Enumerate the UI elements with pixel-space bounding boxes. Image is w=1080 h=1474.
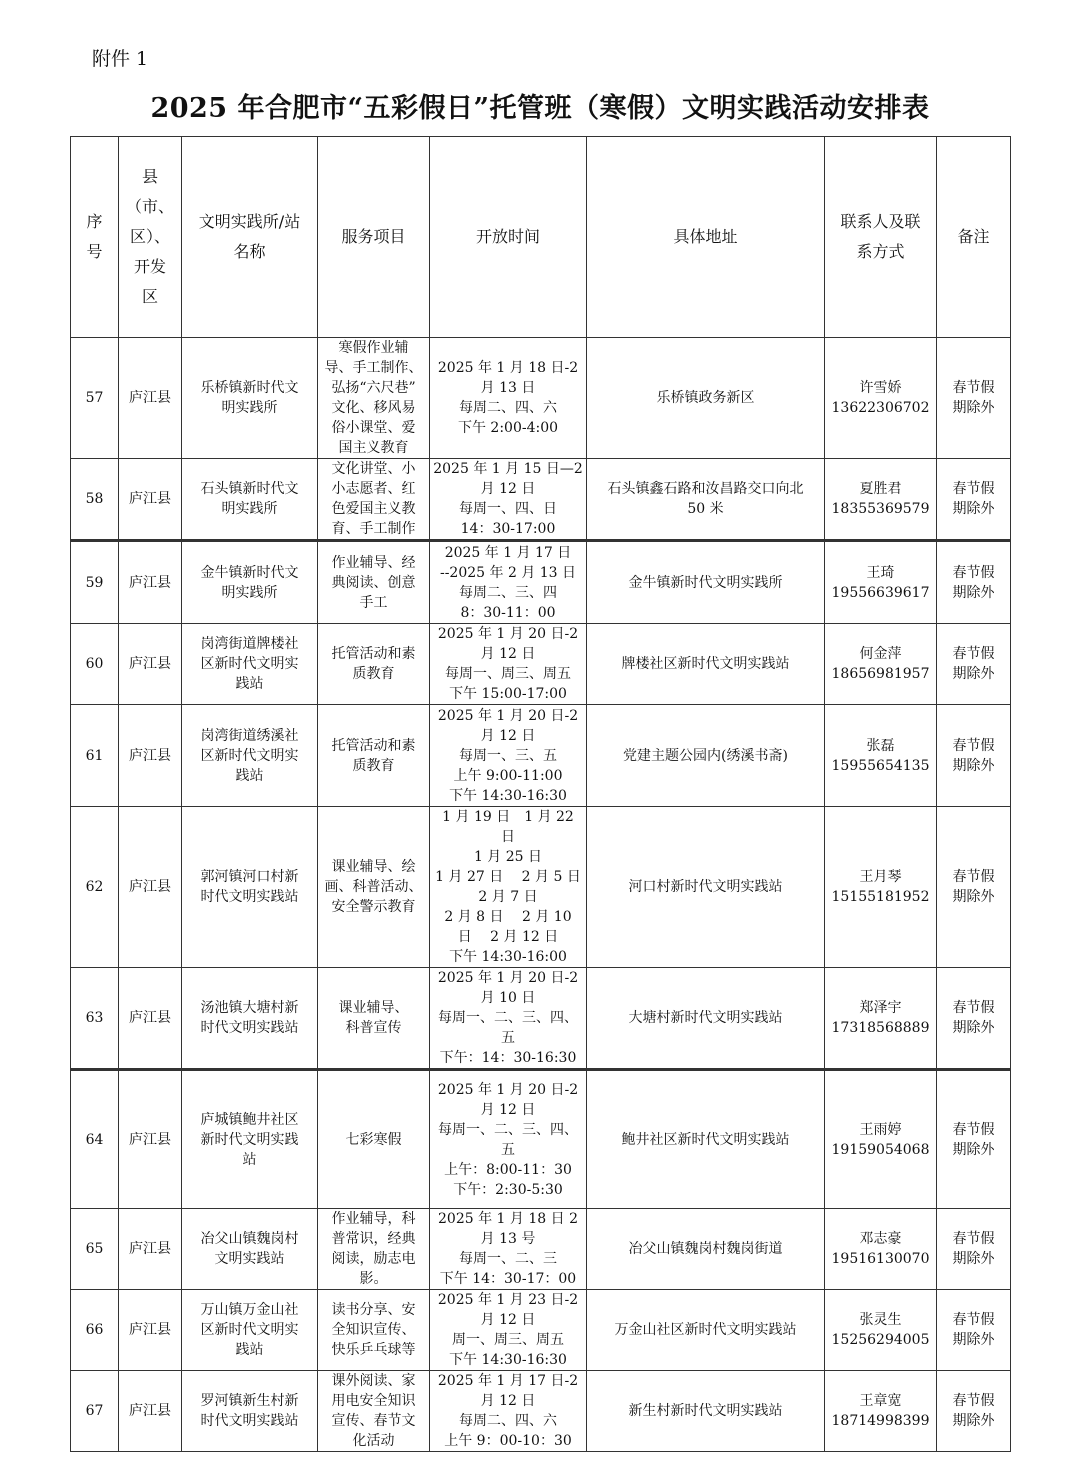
cell-remark: 春节假 期除外 bbox=[937, 705, 1011, 807]
cell-station: 万山镇万金山社 区新时代文明实 践站 bbox=[182, 1290, 318, 1371]
cell-no: 65 bbox=[71, 1209, 119, 1290]
cell-address: 冶父山镇魏岗村魏岗街道 bbox=[587, 1209, 825, 1290]
cell-no: 58 bbox=[71, 459, 119, 541]
cell-county: 庐江县 bbox=[119, 705, 182, 807]
cell-county: 庐江县 bbox=[119, 459, 182, 541]
cell-contact: 郑泽宇 17318568889 bbox=[825, 968, 937, 1070]
cell-county: 庐江县 bbox=[119, 968, 182, 1070]
cell-station: 金牛镇新时代文 明实践所 bbox=[182, 541, 318, 624]
table-row bbox=[71, 705, 1011, 807]
cell-remark: 春节假 期除外 bbox=[937, 1371, 1011, 1452]
cell-address: 党建主题公园内(绣溪书斋) bbox=[587, 705, 825, 807]
cell-no: 59 bbox=[71, 541, 119, 624]
cell-time: 2025 年 1 月 17 日 --2025 年 2 月 13 日 每周二、三、四 8：30-11：00 bbox=[430, 541, 587, 624]
cell-contact: 夏胜君 18355369579 bbox=[825, 459, 937, 541]
cell-contact: 王章宽 18714998399 bbox=[825, 1371, 937, 1452]
cell-time: 2025 年 1 月 15 日—2 月 12 日 每周一、四、日 14：30-17:00 bbox=[430, 459, 587, 541]
cell-no: 63 bbox=[71, 968, 119, 1070]
cell-address: 大塘村新时代文明实践站 bbox=[587, 968, 825, 1070]
cell-station: 岗湾街道牌楼社 区新时代文明实 践站 bbox=[182, 624, 318, 705]
cell-contact: 王琦 19556639617 bbox=[825, 541, 937, 624]
cell-no: 61 bbox=[71, 705, 119, 807]
cell-address: 鲍井社区新时代文明实践站 bbox=[587, 1070, 825, 1209]
cell-time: 1 月 19 日 1 月 22 日 1 月 25 日 1 月 27 日 2 月 5 日 2 月 7 日 2 月 8 日 2 月 10 日 2 月 12 日 下午 14:30-16:00 bbox=[430, 807, 587, 968]
cell-county: 庐江县 bbox=[119, 541, 182, 624]
table-row bbox=[71, 1371, 1011, 1452]
cell-address: 河口村新时代文明实践站 bbox=[587, 807, 825, 968]
cell-station: 罗河镇新生村新 时代文明实践站 bbox=[182, 1371, 318, 1452]
cell-station: 岗湾街道绣溪社 区新时代文明实 践站 bbox=[182, 705, 318, 807]
cell-service: 作业辅导、经 典阅读、创意 手工 bbox=[318, 541, 430, 624]
cell-service: 托管活动和素 质教育 bbox=[318, 624, 430, 705]
table-row bbox=[71, 541, 1011, 624]
cell-time: 2025 年 1 月 17 日-2 月 12 日 每周二、四、六 上午 9：00-10：30 bbox=[430, 1371, 587, 1452]
cell-remark: 春节假 期除外 bbox=[937, 459, 1011, 541]
cell-contact: 王雨婷 19159054068 bbox=[825, 1070, 937, 1209]
cell-no: 67 bbox=[71, 1371, 119, 1452]
cell-no: 64 bbox=[71, 1070, 119, 1209]
header-no: 序 号 bbox=[71, 137, 119, 338]
cell-station: 冶父山镇魏岗村 文明实践站 bbox=[182, 1209, 318, 1290]
cell-address: 乐桥镇政务新区 bbox=[587, 338, 825, 459]
cell-county: 庐江县 bbox=[119, 1371, 182, 1452]
attachment-label: 附件 1 bbox=[92, 48, 149, 70]
header-contact: 联系人及联 系方式 bbox=[825, 137, 937, 338]
table-row bbox=[71, 338, 1011, 459]
header-county: 县 （市、 区）、 开发 区 bbox=[119, 137, 182, 338]
cell-contact: 邓志豪 19516130070 bbox=[825, 1209, 937, 1290]
table-row bbox=[71, 459, 1011, 541]
cell-county: 庐江县 bbox=[119, 807, 182, 968]
cell-time: 2025 年 1 月 20 日-2 月 12 日 每周一、周三、周五 下午 15:00-17:00 bbox=[430, 624, 587, 705]
cell-no: 60 bbox=[71, 624, 119, 705]
cell-no: 62 bbox=[71, 807, 119, 968]
cell-service: 寒假作业辅 导、手工制作、 弘扬“六尺巷” 文化、移风易 俗小课堂、爱 国主义教育 bbox=[318, 338, 430, 459]
cell-time: 2025 年 1 月 23 日-2 月 12 日 周一、周三、周五 下午 14:30-16:30 bbox=[430, 1290, 587, 1371]
cell-remark: 春节假 期除外 bbox=[937, 338, 1011, 459]
cell-address: 万金山社区新时代文明实践站 bbox=[587, 1290, 825, 1371]
cell-remark: 春节假 期除外 bbox=[937, 1290, 1011, 1371]
cell-address: 牌楼社区新时代文明实践站 bbox=[587, 624, 825, 705]
table-row bbox=[71, 624, 1011, 705]
cell-county: 庐江县 bbox=[119, 1070, 182, 1209]
table-row bbox=[71, 968, 1011, 1070]
cell-address: 石头镇鑫石路和汝昌路交口向北 50 米 bbox=[587, 459, 825, 541]
cell-time: 2025 年 1 月 18 日-2 月 13 日 每周二、四、六 下午 2:00-4:00 bbox=[430, 338, 587, 459]
cell-contact: 王月琴 15155181952 bbox=[825, 807, 937, 968]
header-remark: 备注 bbox=[937, 137, 1011, 338]
cell-contact: 许雪娇 13622306702 bbox=[825, 338, 937, 459]
cell-station: 庐城镇鲍井社区 新时代文明实践 站 bbox=[182, 1070, 318, 1209]
cell-service: 读书分享、安 全知识宣传、 快乐乒乓球等 bbox=[318, 1290, 430, 1371]
header-station: 文明实践所/站 名称 bbox=[182, 137, 318, 338]
cell-address: 金牛镇新时代文明实践所 bbox=[587, 541, 825, 624]
header-row bbox=[71, 137, 1011, 338]
cell-station: 石头镇新时代文 明实践所 bbox=[182, 459, 318, 541]
cell-contact: 张灵生 15256294005 bbox=[825, 1290, 937, 1371]
table-row bbox=[71, 807, 1011, 968]
cell-service: 七彩寒假 bbox=[318, 1070, 430, 1209]
table-row bbox=[71, 1290, 1011, 1371]
cell-station: 乐桥镇新时代文 明实践所 bbox=[182, 338, 318, 459]
cell-contact: 何金萍 18656981957 bbox=[825, 624, 937, 705]
cell-remark: 春节假 期除外 bbox=[937, 1070, 1011, 1209]
cell-time: 2025 年 1 月 20 日-2 月 10 日 每周一、二、三、四、 五 下午：14：30-16:30 bbox=[430, 968, 587, 1070]
cell-county: 庐江县 bbox=[119, 1209, 182, 1290]
cell-no: 57 bbox=[71, 338, 119, 459]
page-title: 2025 年合肥市“五彩假日”托管班（寒假）文明实践活动安排表 bbox=[150, 93, 930, 124]
cell-service: 托管活动和素 质教育 bbox=[318, 705, 430, 807]
table-row bbox=[71, 1209, 1011, 1290]
cell-address: 新生村新时代文明实践站 bbox=[587, 1371, 825, 1452]
cell-county: 庐江县 bbox=[119, 1290, 182, 1371]
header-time: 开放时间 bbox=[430, 137, 587, 338]
cell-service: 课业辅导、 科普宣传 bbox=[318, 968, 430, 1070]
cell-contact: 张磊 15955654135 bbox=[825, 705, 937, 807]
cell-county: 庐江县 bbox=[119, 624, 182, 705]
cell-service: 课外阅读、家 用电安全知识 宣传、春节文 化活动 bbox=[318, 1371, 430, 1452]
cell-no: 66 bbox=[71, 1290, 119, 1371]
cell-service: 课业辅导、绘 画、科普活动、 安全警示教育 bbox=[318, 807, 430, 968]
schedule-table bbox=[70, 136, 1011, 1452]
cell-time: 2025 年 1 月 20 日-2 月 12 日 每周一、三、五 上午 9:00-11:00 下午 14:30-16:30 bbox=[430, 705, 587, 807]
cell-service: 作业辅导，科 普常识，经典 阅读，励志电 影。 bbox=[318, 1209, 430, 1290]
cell-remark: 春节假 期除外 bbox=[937, 624, 1011, 705]
cell-remark: 春节假 期除外 bbox=[937, 968, 1011, 1070]
header-address: 具体地址 bbox=[587, 137, 825, 338]
cell-remark: 春节假 期除外 bbox=[937, 1209, 1011, 1290]
cell-remark: 春节假 期除外 bbox=[937, 807, 1011, 968]
cell-station: 郭河镇河口村新 时代文明实践站 bbox=[182, 807, 318, 968]
table-row bbox=[71, 1070, 1011, 1209]
cell-county: 庐江县 bbox=[119, 338, 182, 459]
cell-remark: 春节假 期除外 bbox=[937, 541, 1011, 624]
cell-time: 2025 年 1 月 18 日 2 月 13 号 每周一、二、三 下午 14：30-17：00 bbox=[430, 1209, 587, 1290]
cell-time: 2025 年 1 月 20 日-2 月 12 日 每周一、二、三、四、 五 上午：8:00-11：30 下午：2:30-5:30 bbox=[430, 1070, 587, 1209]
cell-station: 汤池镇大塘村新 时代文明实践站 bbox=[182, 968, 318, 1070]
header-service: 服务项目 bbox=[318, 137, 430, 338]
table-body bbox=[71, 338, 1011, 1452]
cell-service: 文化讲堂、小 小志愿者、红 色爱国主义教 育、手工制作 bbox=[318, 459, 430, 541]
